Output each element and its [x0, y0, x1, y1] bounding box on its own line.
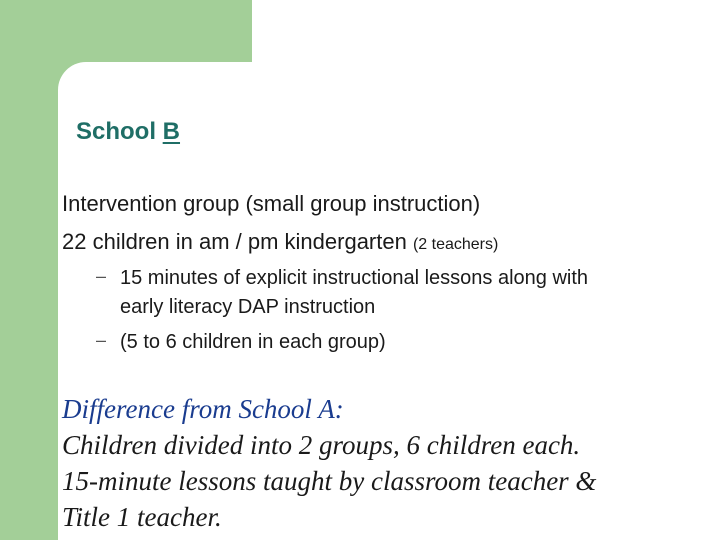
teachers-note: (2 teachers)	[412, 236, 499, 253]
intervention-line: Intervention group (small group instruction)	[62, 191, 481, 216]
bullet-line: early literacy DAP instruction	[120, 296, 376, 318]
difference-line: Title 1 teacher.	[62, 502, 222, 532]
bullet-item-lessons	[120, 264, 588, 322]
bullet-line: (5 to 6 children in each group)	[120, 331, 386, 353]
bullet-dash: –	[96, 266, 107, 286]
difference-heading: Difference from School A:	[62, 394, 344, 424]
difference-block	[62, 391, 596, 535]
children-count-line	[62, 229, 498, 255]
difference-line: 15-minute lessons taught by classroom teacher &	[62, 466, 597, 496]
difference-line: Children divided into 2 groups, 6 children each.	[62, 430, 581, 460]
bullet-item-group-size	[120, 328, 386, 357]
title-letter: B	[162, 118, 181, 145]
title-prefix: School	[76, 118, 163, 145]
bullet-dash: –	[96, 330, 107, 350]
slide-title	[76, 118, 180, 146]
bullet-line: 15 minutes of explicit instructional lessons along with	[120, 267, 589, 289]
children-count-main: 22 children in am / pm kindergarten	[62, 229, 413, 254]
